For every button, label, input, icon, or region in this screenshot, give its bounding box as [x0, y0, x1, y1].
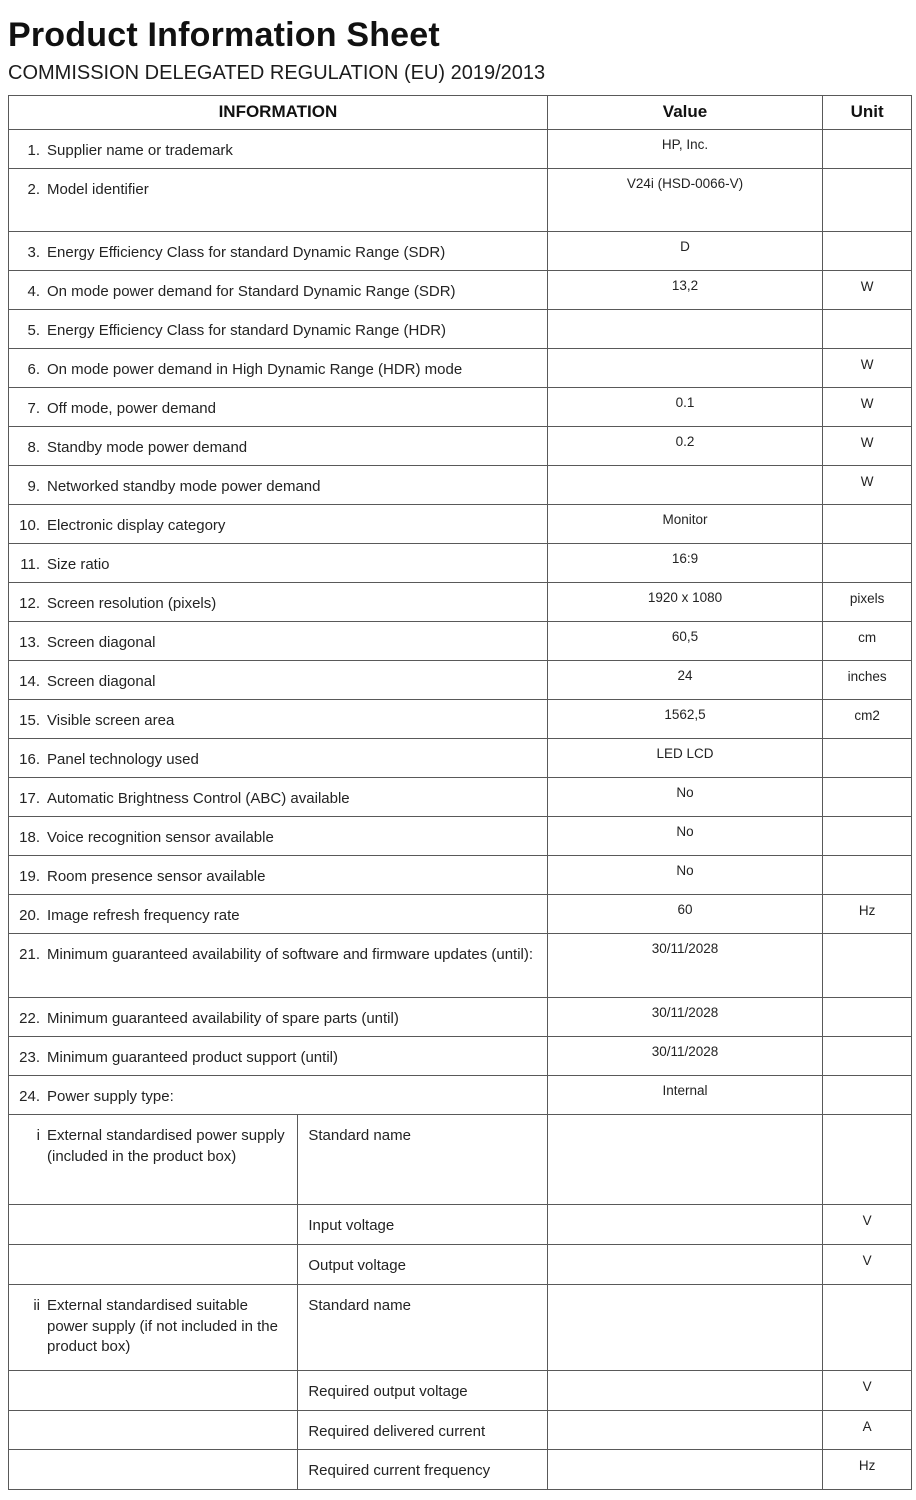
value-cell: Monitor: [547, 505, 822, 543]
row-label-wrap: [9, 1037, 547, 1075]
row-number: 10.: [19, 517, 40, 535]
subrow-label-wrap: [9, 1371, 297, 1388]
row-number: 23.: [19, 1049, 40, 1067]
row-label: Energy Efficiency Class for standard Dynamic Range (HDR): [47, 322, 447, 340]
unit-cell: [822, 1037, 911, 1075]
value-cell: [547, 349, 822, 387]
subrow-sublabel-cell: Required current frequency: [297, 1450, 546, 1489]
info-cell: [9, 349, 547, 387]
value-cell: 1562,5: [547, 700, 822, 738]
table-subrow: [9, 1449, 911, 1489]
subrow-label-wrap: [9, 1115, 297, 1173]
info-cell: [9, 895, 547, 933]
row-label-wrap: [9, 998, 547, 1036]
unit-cell: [822, 934, 911, 997]
table-row: [9, 1075, 911, 1114]
value-cell: 30/11/2028: [547, 998, 822, 1036]
info-cell: [9, 169, 547, 231]
value-cell: 30/11/2028: [547, 1037, 822, 1075]
row-number: 1.: [27, 142, 40, 160]
value-cell: [547, 310, 822, 348]
value-cell: D: [547, 232, 822, 270]
value-cell: [547, 1245, 822, 1284]
unit-cell: [822, 169, 911, 231]
info-cell: [9, 622, 547, 660]
value-cell: 1920 x 1080: [547, 583, 822, 621]
info-cell: [9, 310, 547, 348]
unit-cell: Hz: [822, 1450, 911, 1489]
row-label: Energy Efficiency Class for standard Dynamic Range (SDR): [47, 244, 446, 262]
unit-cell: [822, 998, 911, 1036]
row-number: 8.: [27, 439, 40, 457]
row-number: 14.: [19, 673, 40, 691]
row-label: Panel technology used: [47, 751, 199, 769]
row-label-wrap: [9, 310, 547, 348]
row-label: Screen resolution (pixels): [47, 595, 217, 613]
table-row: [9, 231, 911, 270]
unit-cell: [822, 232, 911, 270]
info-cell: [9, 817, 547, 855]
value-cell: 0.1: [547, 388, 822, 426]
table-row: [9, 168, 911, 231]
value-cell: V24i (HSD-0066-V): [547, 169, 822, 231]
info-cell: [9, 130, 547, 168]
subrow-number: i: [36, 1127, 40, 1145]
unit-cell: A: [822, 1411, 911, 1449]
table-row: [9, 543, 911, 582]
info-cell: [9, 998, 547, 1036]
subrow-sublabel-cell: Input voltage: [297, 1205, 546, 1244]
unit-cell: V: [822, 1371, 911, 1410]
value-cell: 30/11/2028: [547, 934, 822, 997]
row-label: Minimum guaranteed availability of spare parts (until): [47, 1010, 399, 1028]
unit-cell: W: [822, 388, 911, 426]
unit-cell: Hz: [822, 895, 911, 933]
row-number: 4.: [27, 283, 40, 301]
table-row: [9, 1036, 911, 1075]
row-label-wrap: [9, 661, 547, 699]
subrow-sublabel-cell: Standard name: [297, 1115, 546, 1204]
row-label: Standby mode power demand: [47, 439, 248, 457]
column-header-value: Value: [547, 96, 822, 129]
row-label-wrap: [9, 934, 547, 972]
row-label: Minimum guaranteed product support (until): [47, 1049, 338, 1067]
info-cell: [9, 544, 547, 582]
value-cell: Internal: [547, 1076, 822, 1114]
subrow-left-cell: [9, 1205, 297, 1244]
page-title: Product Information Sheet: [8, 16, 440, 54]
table-row: [9, 426, 911, 465]
row-label: On mode power demand for Standard Dynamic Range (SDR): [47, 283, 456, 301]
table-row: [9, 699, 911, 738]
table-subrow: [9, 1204, 911, 1244]
table-row: [9, 348, 911, 387]
row-number: 24.: [19, 1088, 40, 1106]
subrow-label-wrap: [9, 1205, 297, 1222]
value-cell: [547, 1285, 822, 1370]
value-cell: 13,2: [547, 271, 822, 309]
table-row: [9, 660, 911, 699]
subrow-sublabel-cell: Required output voltage: [297, 1371, 546, 1410]
subrow-number: ii: [33, 1297, 40, 1315]
unit-cell: [822, 856, 911, 894]
info-cell: [9, 232, 547, 270]
row-number: 11.: [20, 556, 40, 574]
table-row: [9, 504, 911, 543]
subrow-sublabel-cell: Output voltage: [297, 1245, 546, 1284]
table-row: [9, 933, 911, 997]
value-cell: [547, 1411, 822, 1449]
subrow-label: External standardised suitable power supply (if not included in the product box): [47, 1297, 278, 1356]
table-row: [9, 465, 911, 504]
row-label: Voice recognition sensor available: [47, 829, 274, 847]
row-label-wrap: [9, 130, 547, 168]
value-cell: [547, 1205, 822, 1244]
subrow-left-cell: [9, 1245, 297, 1284]
unit-cell: W: [822, 466, 911, 504]
subrow-sublabel-cell: Standard name: [297, 1285, 546, 1370]
table-row: [9, 129, 911, 168]
row-label: Supplier name or trademark: [47, 142, 233, 160]
unit-cell: W: [822, 271, 911, 309]
table-row: [9, 894, 911, 933]
row-number: 2.: [27, 181, 40, 199]
value-cell: HP, Inc.: [547, 130, 822, 168]
unit-cell: [822, 544, 911, 582]
table-row: [9, 387, 911, 426]
value-cell: No: [547, 817, 822, 855]
row-label-wrap: [9, 856, 547, 894]
value-cell: [547, 1115, 822, 1204]
row-number: 18.: [19, 829, 40, 847]
table-row: [9, 997, 911, 1036]
subrow-sublabel-cell: Required delivered current: [297, 1411, 546, 1449]
row-label: Networked standby mode power demand: [47, 478, 321, 496]
table-row: [9, 270, 911, 309]
unit-cell: [822, 739, 911, 777]
unit-cell: [822, 1076, 911, 1114]
row-label-wrap: [9, 427, 547, 465]
unit-cell: W: [822, 349, 911, 387]
unit-cell: [822, 817, 911, 855]
info-cell: [9, 271, 547, 309]
table-row: [9, 582, 911, 621]
row-label: Off mode, power demand: [47, 400, 216, 418]
unit-cell: inches: [822, 661, 911, 699]
table-subrow: [9, 1370, 911, 1410]
row-number: 13.: [19, 634, 40, 652]
info-cell: [9, 856, 547, 894]
info-cell: [9, 934, 547, 997]
row-label-wrap: [9, 544, 547, 582]
unit-cell: V: [822, 1205, 911, 1244]
row-label: Screen diagonal: [47, 634, 156, 652]
row-label-wrap: [9, 349, 547, 387]
row-label: Room presence sensor available: [47, 868, 266, 886]
subrow-left-cell: [9, 1115, 297, 1204]
subrow-left-cell: [9, 1371, 297, 1410]
value-cell: 16:9: [547, 544, 822, 582]
row-number: 9.: [27, 478, 40, 496]
info-cell: [9, 661, 547, 699]
row-number: 20.: [19, 907, 40, 925]
value-cell: [547, 1450, 822, 1489]
unit-cell: [822, 778, 911, 816]
row-number: 15.: [19, 712, 40, 730]
unit-cell: [822, 1285, 911, 1370]
unit-cell: [822, 130, 911, 168]
row-label: Automatic Brightness Control (ABC) available: [47, 790, 350, 808]
value-cell: 0.2: [547, 427, 822, 465]
value-cell: [547, 466, 822, 504]
row-label: On mode power demand in High Dynamic Range (HDR) mode: [47, 361, 463, 379]
row-label-wrap: [9, 388, 547, 426]
row-number: 21.: [19, 946, 40, 964]
info-cell: [9, 583, 547, 621]
row-label-wrap: [9, 1076, 547, 1114]
row-label: Model identifier: [47, 181, 149, 199]
row-number: 5.: [27, 322, 40, 340]
info-cell: [9, 778, 547, 816]
value-cell: No: [547, 856, 822, 894]
page-subtitle: COMMISSION DELEGATED REGULATION (EU) 2019/2013: [8, 62, 546, 85]
row-label: Visible screen area: [47, 712, 175, 730]
info-cell: [9, 739, 547, 777]
table-row: [9, 738, 911, 777]
unit-cell: [822, 310, 911, 348]
row-label-wrap: [9, 739, 547, 777]
value-cell: [547, 1371, 822, 1410]
value-cell: 60: [547, 895, 822, 933]
unit-cell: V: [822, 1245, 911, 1284]
row-label: Image refresh frequency rate: [47, 907, 240, 925]
subrow-left-cell: [9, 1285, 297, 1370]
info-cell: [9, 505, 547, 543]
information-table: [8, 95, 912, 1490]
row-label: Screen diagonal: [47, 673, 156, 691]
row-label-wrap: [9, 895, 547, 933]
row-label-wrap: [9, 271, 547, 309]
value-cell: LED LCD: [547, 739, 822, 777]
table-row: [9, 777, 911, 816]
table-subrow: [9, 1410, 911, 1449]
row-label-wrap: [9, 169, 547, 207]
info-cell: [9, 466, 547, 504]
subrow-left-cell: [9, 1411, 297, 1449]
row-number: 17.: [19, 790, 40, 808]
row-label: Size ratio: [47, 556, 110, 574]
subrow-label-wrap: [9, 1450, 297, 1467]
table-row: [9, 621, 911, 660]
info-cell: [9, 427, 547, 465]
info-cell: [9, 388, 547, 426]
unit-cell: cm2: [822, 700, 911, 738]
unit-cell: pixels: [822, 583, 911, 621]
unit-cell: cm: [822, 622, 911, 660]
subrow-label-wrap: [9, 1245, 297, 1262]
table-row: [9, 855, 911, 894]
row-label-wrap: [9, 700, 547, 738]
info-cell: [9, 700, 547, 738]
table-subrow: [9, 1284, 911, 1370]
unit-cell: [822, 505, 911, 543]
row-label: Power supply type:: [47, 1088, 174, 1106]
row-label-wrap: [9, 583, 547, 621]
row-number: 7.: [27, 400, 40, 418]
table-subrow: [9, 1244, 911, 1284]
unit-cell: [822, 1115, 911, 1204]
row-label-wrap: [9, 466, 547, 504]
row-number: 19.: [19, 868, 40, 886]
table-row: [9, 816, 911, 855]
row-number: 16.: [19, 751, 40, 769]
subrow-left-cell: [9, 1450, 297, 1489]
row-label-wrap: [9, 778, 547, 816]
row-label-wrap: [9, 505, 547, 543]
table-row: [9, 309, 911, 348]
row-number: 22.: [19, 1010, 40, 1028]
row-number: 12.: [19, 595, 40, 613]
row-label-wrap: [9, 232, 547, 270]
subrow-label: External standardised power supply (included in the product box): [47, 1127, 285, 1165]
unit-cell: W: [822, 427, 911, 465]
row-label: Minimum guaranteed availability of software and firmware updates (until):: [47, 946, 534, 964]
column-header-information: INFORMATION: [218, 102, 338, 122]
value-cell: 24: [547, 661, 822, 699]
subrow-label-wrap: [9, 1285, 297, 1364]
value-cell: No: [547, 778, 822, 816]
column-header-unit: Unit: [822, 96, 911, 129]
row-number: 3.: [27, 244, 40, 262]
info-cell: [9, 1037, 547, 1075]
row-number: 6.: [27, 361, 40, 379]
subrow-label-wrap: [9, 1411, 297, 1428]
table-subrow: [9, 1114, 911, 1204]
row-label-wrap: [9, 622, 547, 660]
row-label: Electronic display category: [47, 517, 226, 535]
row-label-wrap: [9, 817, 547, 855]
value-cell: 60,5: [547, 622, 822, 660]
info-cell: [9, 1076, 547, 1114]
table-header-row: [9, 96, 911, 129]
